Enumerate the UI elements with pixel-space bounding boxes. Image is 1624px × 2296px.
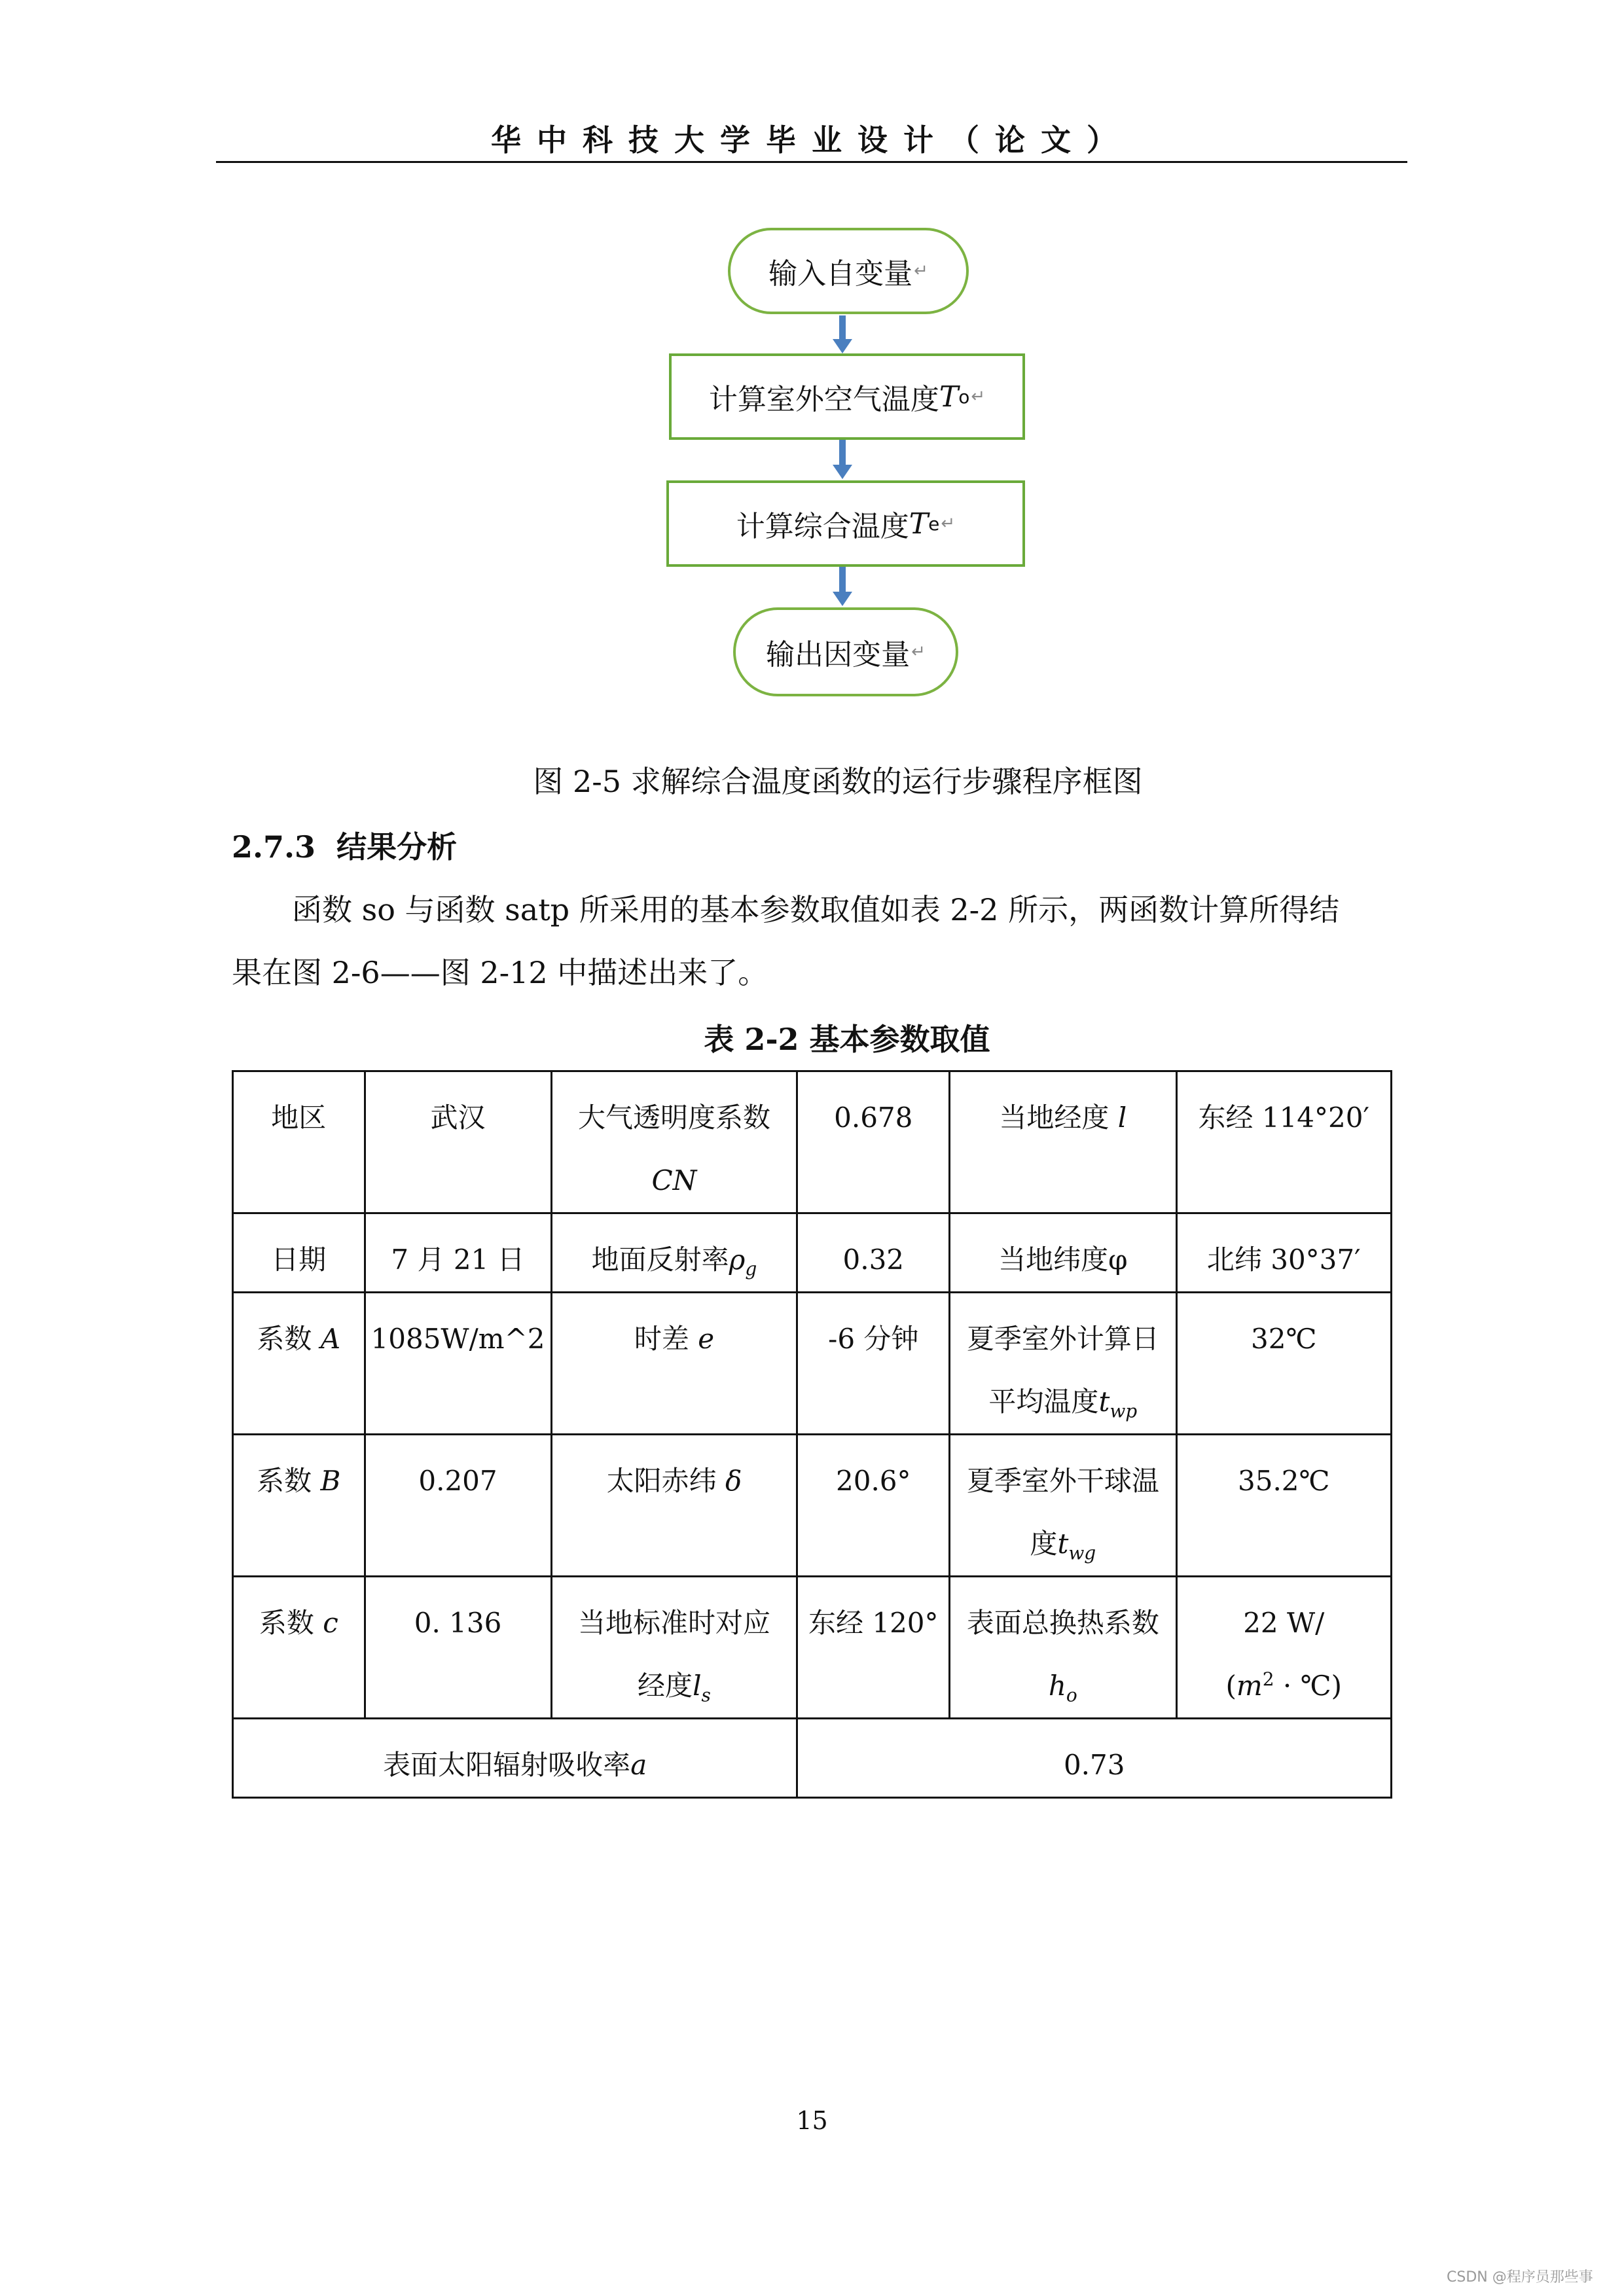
cell-text: 7 月 21 日 (391, 1244, 525, 1276)
arrow-head-1 (833, 339, 852, 353)
cell-text (1110, 1400, 1137, 1422)
cell-text: B (320, 1465, 341, 1497)
flow-node-sub: o (958, 386, 970, 408)
parameter-table (232, 1070, 1392, 1799)
table-cell (797, 1293, 950, 1435)
cell-text: 表面总换热系数 (966, 1607, 1159, 1639)
cell-text: 东经 120° (808, 1607, 939, 1639)
table-cell (233, 1293, 365, 1435)
cell-text: 0. 136 (414, 1607, 502, 1639)
watermark: CSDN @程序员那些事 (1447, 2269, 1593, 2286)
table-row (233, 1719, 1392, 1798)
cell-text: 大气透明度系数 (577, 1102, 770, 1134)
table-cell (365, 1577, 551, 1719)
cell-text: 32℃ (1251, 1323, 1317, 1355)
cell-text: t (1057, 1528, 1069, 1560)
flow-node-output (733, 607, 958, 696)
table-cell (797, 1577, 950, 1719)
table-row (233, 1293, 1392, 1435)
table-cell (365, 1435, 551, 1577)
cell-text: 北纬 30°37′ (1206, 1244, 1361, 1276)
cell-text: 日期 (271, 1244, 327, 1276)
table-cell (233, 1435, 365, 1577)
cell-text: 夏季室外干球温 (966, 1465, 1159, 1497)
cell-text: 当地纬度φ (998, 1244, 1128, 1276)
table-cell (797, 1435, 950, 1577)
table-cell (551, 1577, 797, 1719)
arrow-head-2 (833, 465, 852, 479)
cell-text: 经度 (638, 1670, 693, 1702)
paragraph-line-2: 果在图 2-6——图 2-12 中描述出来了。 (232, 955, 768, 990)
cell-text: s (701, 1684, 711, 1706)
cell-text (745, 1258, 757, 1280)
arrow-shaft-2 (839, 440, 846, 466)
flow-node-var: T (939, 380, 959, 414)
cell-text: 系数 (257, 1323, 321, 1355)
table-cell (551, 1293, 797, 1435)
cell-text: 武汉 (430, 1102, 486, 1134)
table-cell (233, 1071, 365, 1213)
page-number: 15 (796, 2106, 828, 2135)
table-cell (950, 1293, 1176, 1435)
cell-text: 地区 (271, 1102, 327, 1134)
table-cell (797, 1071, 950, 1213)
return-mark: ↵ (941, 514, 956, 533)
cell-text: 表面太阳辐射吸收率 (383, 1749, 631, 1781)
table-cell (233, 1213, 365, 1293)
cell-text: e (698, 1323, 715, 1355)
cell-text: t (1098, 1386, 1110, 1418)
cell-text: 夏季室外计算日 (966, 1323, 1159, 1355)
cell-text: 0.207 (418, 1465, 497, 1497)
cell-text: 太阳赤纬 (606, 1465, 725, 1497)
cell-text: 0.678 (834, 1102, 913, 1134)
cell-text: l (1117, 1102, 1127, 1134)
cell-text: CN (651, 1164, 697, 1196)
table-cell (233, 1719, 797, 1798)
cell-text: 地面反射率 (591, 1244, 729, 1276)
table-cell (950, 1435, 1176, 1577)
flow-node-compute-sol-air-temp (666, 480, 1025, 567)
cell-text: 2 (1262, 1668, 1274, 1690)
arrow-shaft-1 (839, 315, 846, 340)
table-cell (950, 1577, 1176, 1719)
table-cell (950, 1071, 1176, 1213)
cell-text: wp (1110, 1400, 1138, 1422)
cell-text: -6 分钟 (828, 1323, 919, 1355)
cell-text: 系数 (257, 1465, 321, 1497)
table-cell (797, 1719, 1392, 1798)
table-cell (797, 1213, 950, 1293)
cell-text: 0.32 (842, 1244, 905, 1276)
table-cell (365, 1213, 551, 1293)
cell-text: 当地标准时对应 (577, 1607, 770, 1639)
cell-text: c (323, 1607, 338, 1639)
section-heading (232, 823, 457, 867)
table-row (233, 1071, 1392, 1213)
cell-text: 1085W/m^2 (370, 1323, 545, 1355)
table-caption: 表 2-2 基本参数取值 (704, 1022, 990, 1057)
cell-text: 平均温度 (988, 1386, 1099, 1418)
flow-node-sub: e (928, 512, 940, 535)
table-cell (1176, 1435, 1391, 1577)
cell-text: 度 (1030, 1528, 1058, 1560)
cell-text: wg (1068, 1542, 1096, 1564)
body-paragraph (232, 878, 1397, 1004)
table-row (233, 1577, 1392, 1719)
cell-text: δ (725, 1465, 742, 1497)
section-number: 2.7.3 (232, 829, 316, 865)
cell-text: 时差 (634, 1323, 698, 1355)
flow-node-label: 计算综合温度 (736, 510, 909, 543)
table-cell (365, 1293, 551, 1435)
cell-text: 35.2℃ (1238, 1465, 1330, 1497)
return-mark: ↵ (914, 261, 928, 281)
table-cell (551, 1435, 797, 1577)
cell-text: o (1066, 1684, 1077, 1706)
return-mark: ↵ (971, 387, 986, 406)
table-cell (551, 1071, 797, 1213)
cell-text: · ℃) (1274, 1670, 1342, 1702)
table-cell (233, 1577, 365, 1719)
cell-text: a (630, 1749, 647, 1781)
flow-node-label: 输出因变量 (766, 638, 911, 672)
table-cell (1176, 1293, 1391, 1435)
table-cell (1176, 1577, 1391, 1719)
table-cell (1176, 1213, 1391, 1293)
table-row (233, 1213, 1392, 1293)
table-cell (365, 1071, 551, 1213)
running-header: 华中科技大学毕业设计（论文） (491, 122, 1132, 158)
cell-text: A (320, 1323, 341, 1355)
cell-text: 当地经度 (999, 1102, 1118, 1134)
cell-text: 22 W/ (1243, 1607, 1325, 1639)
table-cell (1176, 1071, 1391, 1213)
cell-text (1068, 1542, 1096, 1564)
cell-text: ( (1225, 1670, 1236, 1702)
cell-text: l (693, 1670, 702, 1702)
figure-caption: 图 2-5 求解综合温度函数的运行步骤程序框图 (533, 764, 1143, 799)
cell-text: 东经 114°20′ (1198, 1102, 1370, 1134)
cell-text: 20.6° (836, 1465, 911, 1497)
flow-node-var: T (909, 507, 929, 541)
arrow-head-3 (833, 592, 852, 606)
cell-text: ρ (729, 1244, 746, 1276)
cell-text: m (1236, 1670, 1263, 1702)
table-row (233, 1435, 1392, 1577)
section-title: 结果分析 (336, 829, 458, 865)
flow-node-label: 计算室外空气温度 (708, 383, 939, 416)
arrow-shaft-3 (839, 567, 846, 593)
cell-text: g (745, 1258, 757, 1280)
flow-node-compute-outdoor-temp (669, 353, 1025, 440)
paragraph-line-1: 函数 so 与函数 satp 所采用的基本参数取值如表 2-2 所示，两函数计算所得结 (292, 892, 1340, 927)
cell-text (1066, 1684, 1077, 1706)
cell-text: h (1048, 1670, 1066, 1702)
cell-text: 0.73 (1063, 1749, 1125, 1781)
flow-node-label: 输入自变量 (768, 257, 913, 291)
table-cell (551, 1213, 797, 1293)
cell-text (702, 1684, 711, 1706)
table-cell (950, 1213, 1176, 1293)
return-mark: ↵ (911, 642, 926, 662)
cell-text: 系数 (259, 1607, 323, 1639)
